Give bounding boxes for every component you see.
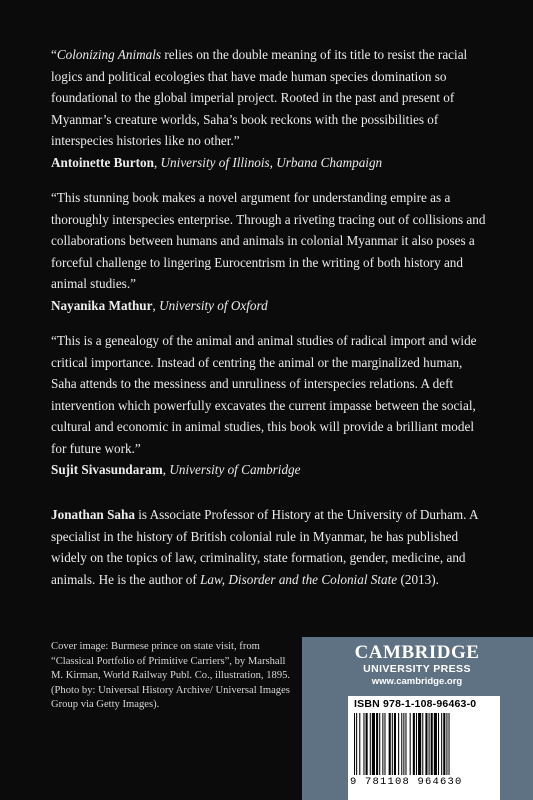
barcode-bar [431, 713, 433, 775]
barcode-bar [438, 713, 439, 775]
endorser-name: Antoinette Burton [51, 154, 154, 170]
barcode-bar [379, 713, 380, 775]
open-quote: “ [51, 47, 57, 62]
barcode-bar [449, 713, 450, 775]
barcode-digits: 9 781108 964630 [350, 776, 463, 788]
barcode-bar [356, 713, 357, 775]
endorsement-text [51, 44, 491, 152]
barcode-bar [410, 713, 411, 775]
endorser-affiliation: University of Illinois, Urbana Champaign [160, 154, 383, 170]
barcode-bar [370, 713, 371, 775]
barcode-bar [382, 713, 383, 775]
barcode-bar [425, 713, 427, 775]
endorser-affiliation: University of Cambridge [169, 462, 301, 477]
endorsement-text: “This stunning book makes a novel argument for understanding empire as a thoroughly interspecies enterprise. Through a riveting tracing out of collisions and collaborations between humans and animals in colonial Myanmar it also poses a forceful challenge to lingering Eurocentrism in the writing of both history and animal studies.” [51, 190, 486, 291]
isbn-label: ISBN 978-1-108-96463-0 [354, 698, 477, 710]
barcode-bar [413, 713, 415, 775]
barcode-bar [392, 713, 393, 775]
barcode-bar [418, 713, 421, 775]
endorsement-attribution: Antoinette Burton, University of Illinois, Urbana Champaign [51, 154, 383, 170]
barcode-bar [394, 713, 396, 775]
barcode-icon [352, 713, 496, 775]
barcode-bar [376, 713, 378, 775]
barcode-bar [372, 713, 375, 775]
barcode-bar [389, 713, 391, 775]
author-bio [51, 504, 491, 590]
publisher-url: www.cambridge.org [371, 676, 463, 687]
barcode-bar [441, 713, 442, 775]
barcode-bar [416, 713, 417, 775]
endorsement-body: relies on the double meaning of its title to resist the racial logics and political ecologies that have made human species domination so foundational to the global imperial project. Rooted in the past and present of Myanmar’s creature worlds, Saha’s book reckons with the possibilities of interspecies histories like no other.” [51, 47, 468, 148]
barcode-bar [403, 713, 404, 775]
barcode-bar [359, 713, 360, 775]
book-title: Colonizing Animals [56, 47, 162, 62]
previous-book-year: (2013). [397, 571, 439, 587]
author-bio-body: is Associate Professor of History at the University of Durham. A specialist in the history of British colonial rule in Myanmar, he has published widely on the topics of law, criminality, state formation, gender, medicine, and animals. He is the author of [51, 507, 478, 587]
barcode-bar [405, 713, 406, 775]
barcode-bar [422, 713, 423, 775]
author-bio-text [51, 504, 491, 590]
endorsement-sivasundaram [51, 330, 491, 481]
author-name: Jonathan Saha [51, 507, 135, 522]
barcode-bar [443, 713, 445, 775]
publisher-logo [352, 643, 482, 688]
barcode-bar [429, 713, 430, 775]
barcode-bar [384, 713, 385, 775]
cover-image-credit: Cover image: Burmese prince on state visit, from “Classical Portfolio of Primitive Carriers”, by Marshall M. Kirman, World Railway Publ. Co., illustration, 1895. (Photo by: Universal History Archive/ Universal Images Group via Getty Images). [51, 641, 291, 710]
publisher-name: CAMBRIDGE [354, 642, 480, 663]
endorser-name: Sujit Sivasundaram [51, 462, 163, 477]
barcode-bar [366, 713, 368, 775]
previous-book-title: Law, Disorder and the Colonial State [200, 571, 398, 587]
barcode-bar [401, 713, 402, 775]
endorsement-mathur [51, 187, 491, 316]
endorsement-text: “This is a genealogy of the animal and animal studies of radical import and wide critical importance. Instead of centring the animal or the marginalized human, Saha attends to the messiness and unruliness of interspecies relations. A deft intervention which powerfully excavates the current impasse between the social, cultural and economic in animal studies, this book will provide a brilliant model for future work.” [51, 333, 477, 456]
endorsement-burton [51, 44, 491, 173]
publisher-press: UNIVERSITY PRESS [363, 663, 471, 675]
barcode-bar [354, 713, 355, 775]
endorsement-attribution: Nayanika Mathur, University of Oxford [51, 297, 268, 313]
barcode-bar [434, 713, 437, 775]
endorsement-attribution: Sujit Sivasundaram, University of Cambridge [51, 462, 301, 477]
barcode-bar [363, 713, 364, 775]
endorser-name: Nayanika Mathur [51, 297, 153, 313]
barcode-bar [398, 713, 399, 775]
endorser-affiliation: University of Oxford [159, 297, 268, 313]
barcode-panel [348, 696, 500, 800]
barcode-bar [446, 713, 447, 775]
